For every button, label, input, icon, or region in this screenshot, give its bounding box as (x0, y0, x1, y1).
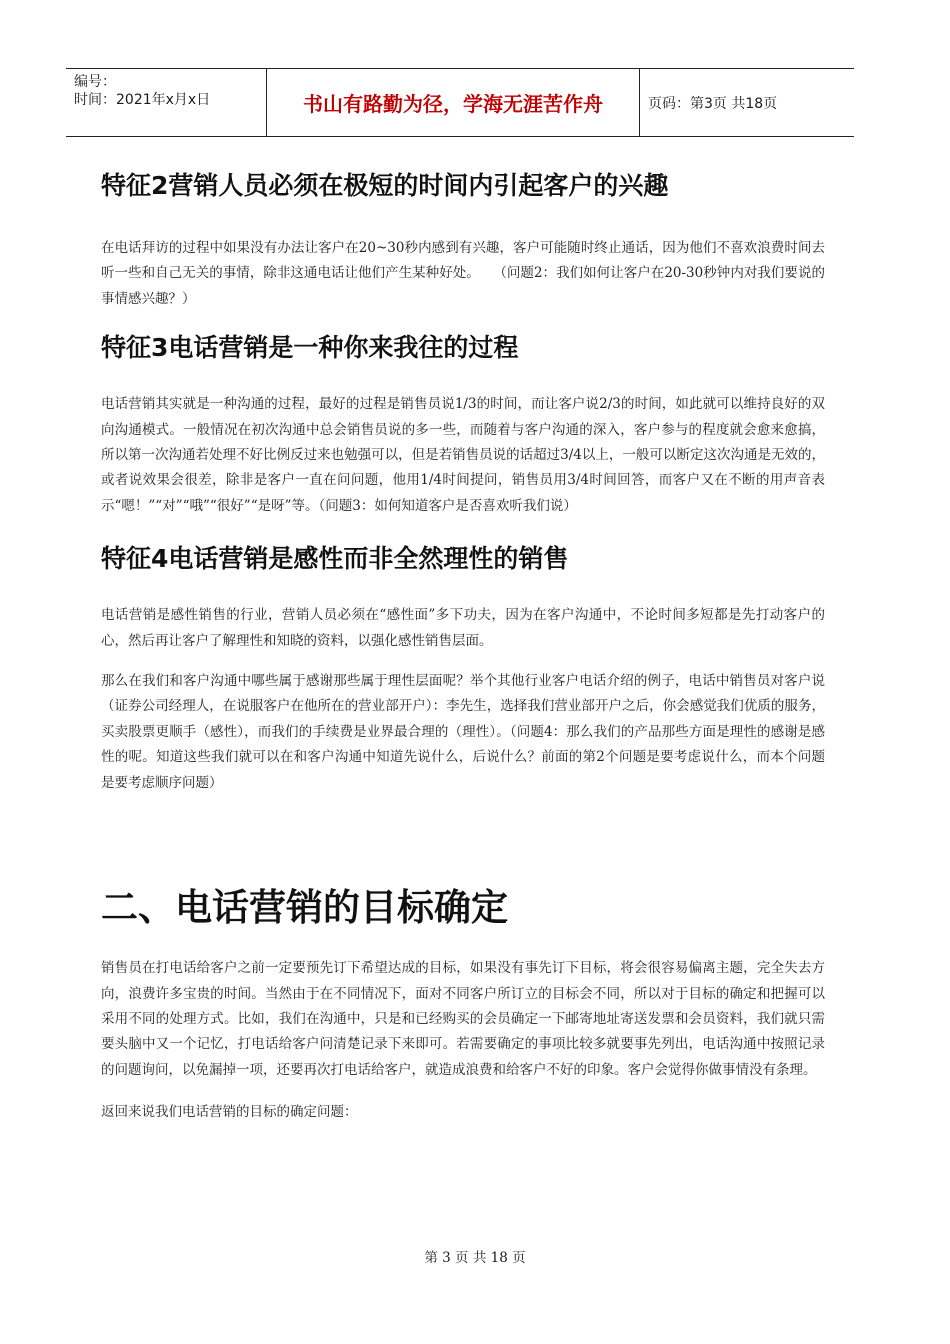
section-feature-4 (101, 541, 825, 796)
paragraph: 销售员在打电话给客户之前一定要预先订下希望达成的目标，如果没有事先订下目标，将会很容易偏离主题，完全失去方向，浪费许多宝贵的时间。当然由于在不同情况下，面对不同客户所订立的目标会不同，所以对于目标的确定和把握可以采用不同的处理方式。比如，我们在沟通中，只是和已经购买的会员确定一下邮寄地址寄送发票和会员资料，我们就只需要头脑中又一个记忆，打电话给客户问清楚记录下来即可。若需要确定的事项比较多就要事先列出，电话沟通中按照记录的问题询问，以免漏掉一项，还要再次打电话给客户，就造成浪费和给客户不好的印象。客户会觉得你做事情没有条理。 (101, 960, 825, 1078)
chapter-goal-setting (101, 882, 825, 1125)
section-heading: 特征3电话营销是一种你来我往的过程 (101, 333, 519, 363)
section-feature-3 (101, 330, 825, 519)
header-motto: 书山有路勤为径，学海无涯苦作舟 (266, 69, 640, 136)
page-footer: 第 3 页 共 18 页 (424, 1250, 526, 1266)
number-label: 编号： (74, 74, 116, 90)
paragraph: 在电话拜访的过程中如果没有办法让客户在20~30秒内感到有兴趣，客户可能随时终止通话，因为他们不喜欢浪费时间去听一些和自己无关的事情，除非这通电话让他们产生某种好处。 （问题2：我们如何让客户在20-30秒钟内对我们要说的事情感兴趣？） (101, 240, 825, 307)
paragraph: 返回来说我们电话营销的目标的确定问题： (101, 1104, 358, 1121)
page-header (66, 68, 854, 137)
paragraph: 电话营销是感性销售的行业，营销人员必须在“感性面”多下功夫，因为在客户沟通中，不论时间多短都是先打动客户的心，然后再让客户了解理性和知晓的资料，以强化感性销售层面。 (101, 607, 825, 649)
section-heading: 特征2营销人员必须在极短的时间内引起客户的兴趣 (101, 171, 669, 200)
section-heading: 特征4电话营销是感性而非全然理性的销售 (101, 544, 569, 574)
header-page-label: 页码：第3页 共18页 (648, 95, 778, 112)
paragraph: 那么在我们和客户沟通中哪些属于感谢那些属于理性层面呢？举个其他行业客户电话介绍的例子，电话中销售员对客户说（证券公司经理人，在说服客户在他所在的营业部开户）：李先生，选择我们营业部开户之后，你会感觉我们优质的服务，买卖股票更顺手（感性），而我们的手续费是业界最合理的（理性）。（问题4：那么我们的产品那些方面是理性的感谢是感性的呢。知道这些我们就可以在和客户沟通中知道先说什么，后说什么？前面的第2个问题是要考虑说什么，而本个问题是要考虑顺序问题） (101, 673, 825, 791)
section-feature-2 (101, 168, 825, 312)
document-body (101, 160, 825, 1126)
time-label: 时间：2021年x月x日 (74, 92, 211, 108)
chapter-heading: 二、电话营销的目标确定 (101, 886, 508, 930)
paragraph: 电话营销其实就是一种沟通的过程，最好的过程是销售员说1/3的时间，而让客户说2/3的时间，如此就可以维持良好的双向沟通模式。一般情况在初次沟通中总会销售员说的多一些，而随着与客户沟通的深入，客户参与的程度就会愈来愈搞，所以第一次沟通若处理不好比例反过来也勉强可以，但是若销售员说的话超过3/4以上，一般可以断定这次沟通是无效的，或者说效果会很差，除非是客户一直在问问题，他用1/4时间提问，销售员用3/4时间回答，而客户又在不断的用声音表示“嗯！”“对”“哦”“很好”“是呀”等。（问题3：如何知道客户是否喜欢听我们说） (101, 396, 825, 514)
header-meta (66, 69, 266, 136)
